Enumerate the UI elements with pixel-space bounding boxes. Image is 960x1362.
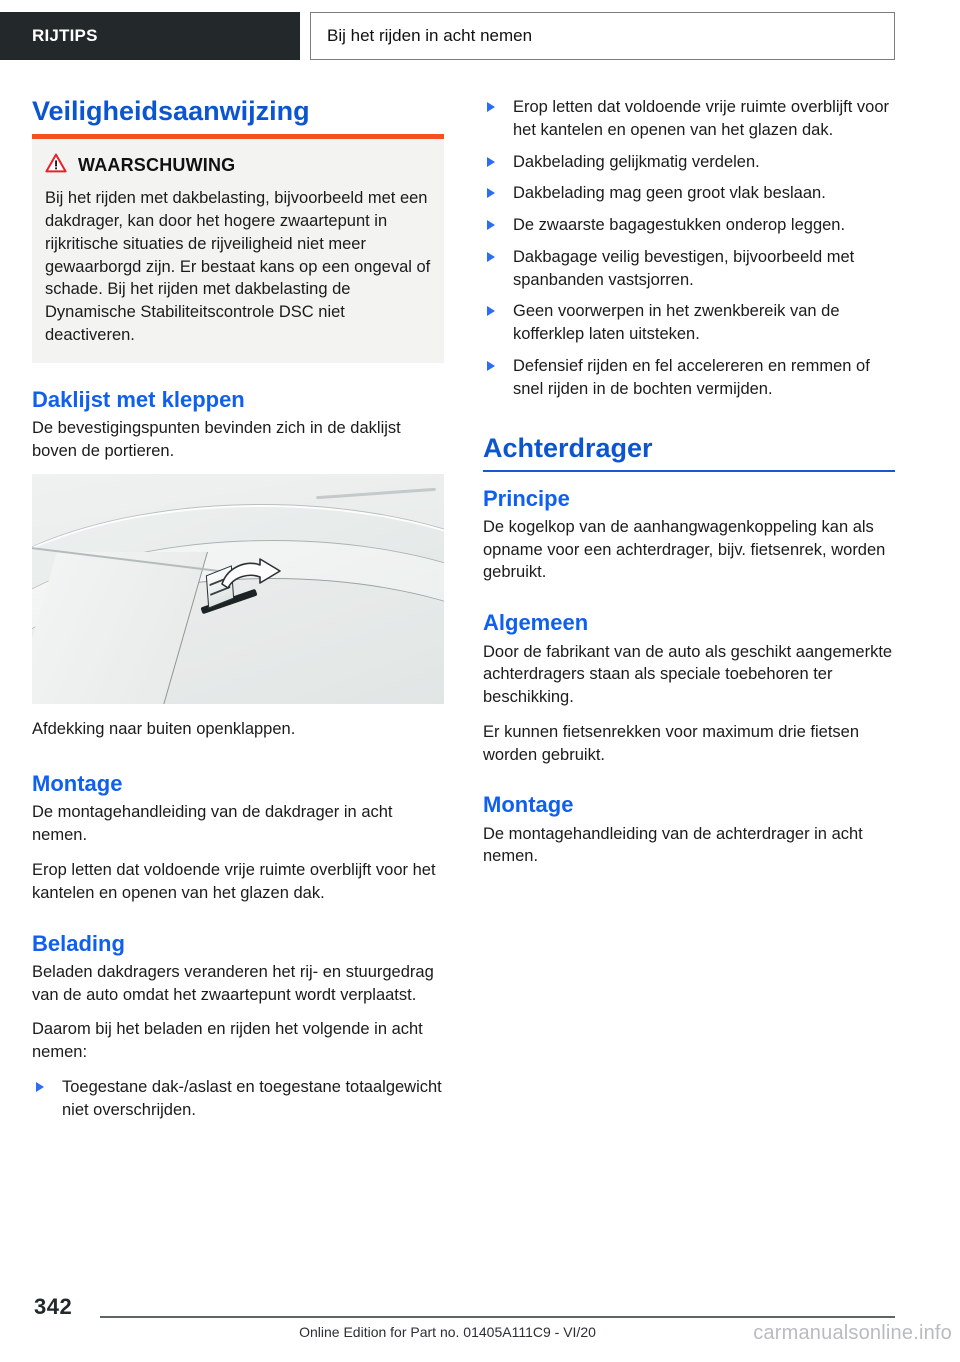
daklijst-text: De bevestigingspunten bevinden zich in de daklijst boven de portieren. [32,418,401,460]
page-title-box [310,12,895,60]
spacer [32,363,444,387]
list-item-text: Toegestane dak-/aslast en toegestane totaalgewicht niet overschrijden. [62,1077,442,1119]
list-item-text: Erop letten dat voldoende vrije ruimte overblijft voor het kantelen en openen van het glazen dak. [513,98,890,139]
chapter-tab [0,12,300,60]
montage-paragraph-1: De montagehandleiding van de dakdrager in acht nemen. [32,803,393,845]
principe-text: De kogelkop van de aanhangwagenkoppeling kan als opname voor een achterdrager, bijv. fietsenrek, worden gebruikt. [483,517,886,582]
triangle-bullet-icon [487,252,495,262]
algemeen-paragraph-2: Er kunnen fietsenrekken voor maximum drie fietsen worden gebruikt. [483,722,860,764]
right-column [483,96,895,880]
list-item-text: Dakbelading mag geen groot vlak beslaan. [513,184,826,203]
page-footer [0,1282,960,1362]
warning-label: WAARSCHUWING [78,155,236,176]
heading-principe: Principe [483,485,570,511]
roof-rail-illustration [32,474,444,704]
heading-montage-achterdrager: Montage [483,792,574,818]
triangle-bullet-icon [487,361,495,371]
triangle-bullet-icon [487,220,495,230]
list-item [483,96,895,142]
montage-paragraph-2: Erop letten dat voldoende vrije ruimte overblijft voor het kantelen en openen van het glazen dak. [32,861,436,902]
page-header [0,12,960,60]
triangle-bullet-icon [487,102,495,112]
list-item [32,1076,444,1122]
list-item [483,214,895,237]
heading-daklijst-met-kleppen: Daklijst met kleppen [32,386,245,412]
section-title-achterdrager: Achterdrager [483,433,895,471]
belading-paragraph-2: Daarom bij het beladen en rijden het volgende in acht nemen: [32,1020,423,1062]
list-item-text: Geen voorwerpen in het zwenkbereik van de kofferklep laten uitsteken. [513,302,840,344]
warning-text: Bij het rijden met dakbelasting, bijvoorbeeld met een dakdrager, kan door het hogere zwaartepunt in rijkritische situaties de rijveiligheid niet meer gewaarborgd zijn. Er bestaat kans op een ongeval of schade. Bij het rijden met dakbelasting de Dynamische Stabiliteitscontrole DSC niet deactiveren. [45,189,431,344]
footer-edition-note: Online Edition for Part no. 01405A111C9 - VI/20 [299,1324,596,1340]
list-item [483,182,895,205]
triangle-bullet-icon [487,306,495,316]
spacer [32,741,444,771]
section-title-veiligheidsaanwijzing: Veiligheidsaanwijzing [32,96,310,126]
dakbelading-bullet-list [483,96,895,400]
chapter-tab-label: RIJTIPS [32,26,98,45]
footer-divider [100,1316,895,1318]
list-item-text: Defensief rijden en fel accelereren en remmen of snel rijden in de bochten vermijden. [513,356,870,398]
list-item-text: De zwaarste bagagestukken onderop leggen. [513,216,846,235]
spacer [32,917,444,931]
triangle-bullet-icon [487,157,495,167]
triangle-bullet-icon [487,188,495,198]
heading-montage-dakdrager: Montage [32,771,123,797]
list-item [483,246,895,292]
page-number: 342 [34,1294,73,1319]
list-item [483,300,895,346]
belading-paragraph-1: Beladen dakdragers veranderen het rij- en stuurgedrag van de auto omdat het zwaartepunt wordt verplaatst. [32,962,434,1004]
spacer [483,596,895,610]
direction-arrow-icon [218,558,284,594]
list-item-text: Dakbagage veilig bevestigen, bijvoorbeeld met spanbanden vastsjorren. [513,247,855,289]
page-title: Bij het rijden in acht nemen [327,26,533,45]
montage-achterdrager-text: De montagehandleiding van de achterdrager in acht nemen. [483,824,863,866]
heading-algemeen: Algemeen [483,610,589,636]
algemeen-paragraph-1: Door de fabrikant van de auto als geschikt aangemerkte achterdragers staan als speciale toebehoren ter beschikking. [483,642,893,707]
watermark-text: carmanualsonline.info [753,1322,952,1344]
figure-caption: Afdekking naar buiten openklappen. [32,720,296,739]
belading-bullet-list [32,1076,444,1122]
spacer [483,778,895,792]
warning-triangle-icon [45,153,67,178]
spacer [483,409,895,433]
warning-header [45,153,431,178]
left-column [32,96,444,1130]
list-item [483,151,895,174]
warning-box [32,139,444,362]
list-item [483,355,895,401]
list-item-text: Dakbelading gelijkmatig verdelen. [513,152,760,171]
triangle-bullet-icon [36,1082,44,1092]
heading-belading: Belading [32,930,125,956]
